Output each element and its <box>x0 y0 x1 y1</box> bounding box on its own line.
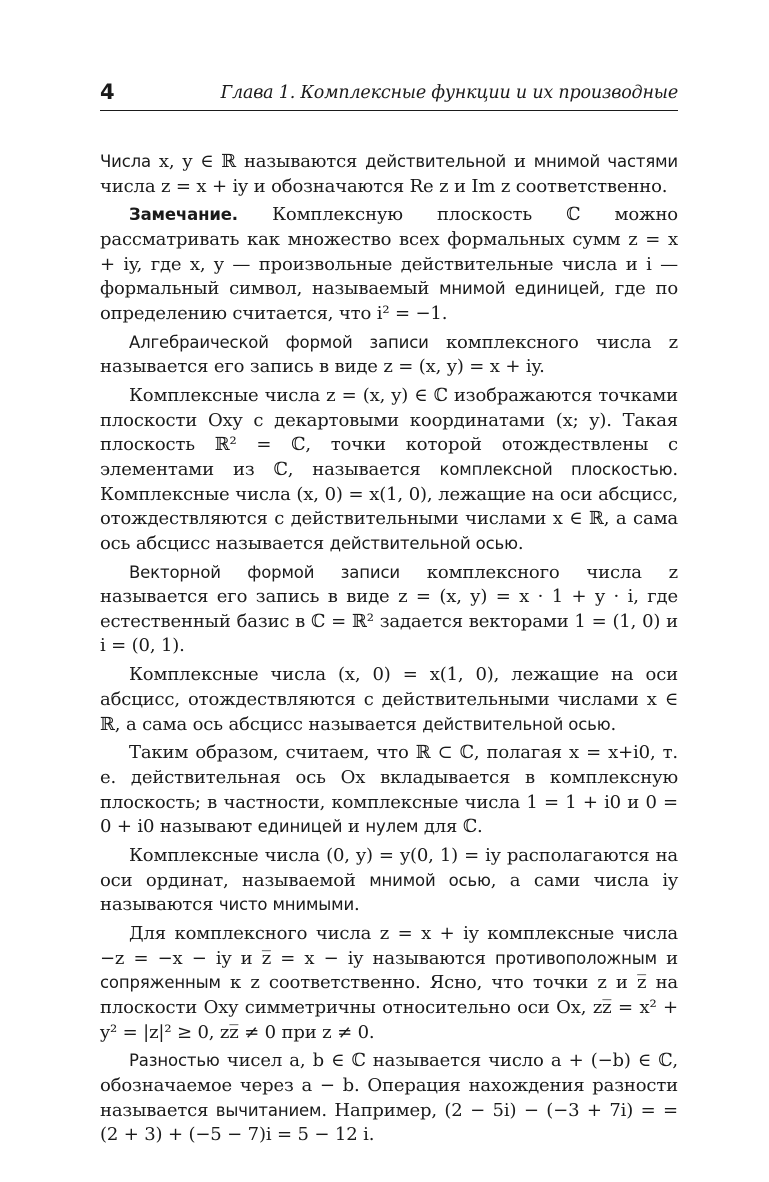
page-number: 4 <box>100 80 115 104</box>
defined-term: вычитанием <box>215 1100 322 1120</box>
text-run: . <box>517 532 524 554</box>
text-run: и <box>506 151 534 172</box>
defined-term: действительной осью <box>329 533 518 553</box>
text-run: . <box>354 894 360 916</box>
paragraph-complex-plane <box>100 384 678 556</box>
defined-term: действительной осью <box>422 714 611 734</box>
text-run: . Комплексные числа (x, 0) = x(1, 0), лежащие на оси абсцисс, отождествляются с действительными числами x ∈ ℝ, а сама ось абсцисс называется <box>100 459 678 554</box>
text-run: и <box>656 947 678 969</box>
defined-term: Числа <box>100 152 152 171</box>
text-run: комплексного числа z называется его запись в виде z = (x, y) = x · 1 + y · i, где естественный базис в ℂ = ℝ² задается векторами 1 = (1, 0) и i = (0, 1). <box>100 561 678 657</box>
text-run: к z соответственно. Ясно, что точки z и z̅ на плоскости Oxy симметричны относительно оси Ox, zz̅ = x² + y² = |z|² ≥ 0, zz̅ ≠ 0 при z ≠ 0. <box>100 972 678 1043</box>
text-run: Комплексные числа z = (x, y) ∈ ℂ изображаются точками плоскости Oxy с декартовыми координатами (x; y). Такая плоскость ℝ² = ℂ, точки которой отождествлены с элементами из ℂ, называется <box>100 385 678 481</box>
text-run: Комплексную плоскость ℂ можно рассматривать как множество всех формальных сумм z = x + iy, где x, y — произвольные действительные числа и i — формальный символ, называемый <box>100 204 678 300</box>
remark-label: Замечание. <box>129 205 238 225</box>
defined-term: мнимой осью <box>369 870 491 890</box>
defined-term: Векторной формой записи <box>129 562 400 582</box>
defined-term: единицей <box>257 817 343 837</box>
paragraph-vector-form <box>100 561 678 659</box>
text-run: Таким образом, считаем, что ℝ ⊂ ℂ, полагая x = x+i0, т. е. действительная ось Ox вкладывается в комплексную плоскость; в частности, комплексные числа 1 = 1 + i0 и 0 = 0 + i0 называют <box>100 742 678 838</box>
text-run: Комплексные числа (x, 0) = x(1, 0), лежащие на оси абсцисс, отождествляются с действительными числами x ∈ ℝ, а сама ось абсцисс называется <box>100 664 678 735</box>
defined-term: Разностью <box>129 1051 220 1071</box>
paragraph-real-axis <box>100 663 678 737</box>
defined-term: мнимой частями <box>533 152 678 171</box>
text-run: , где по определению считается, что i² = −1. <box>100 278 679 324</box>
text-run: для ℂ. <box>418 816 483 838</box>
text-run: Комплексные числа (0, y) = y(0, 1) = iy располагаются на оси ординат, называемой <box>100 845 678 891</box>
defined-term: противоположным <box>495 948 657 968</box>
text-run: чисел a, b ∈ ℂ называется число a + (−b) ∈ ℂ, обозначаемое через a − b. Операция нахождения разности называется <box>100 1050 678 1121</box>
defined-term: мнимой единицей <box>439 279 600 299</box>
running-title: Глава 1. Комплексные функции и их производные <box>220 83 678 103</box>
text-run: Для комплексного числа z = x + iy комплексные числа −z = −x − iy и z̅ = x − iy называются <box>100 923 678 969</box>
body-text <box>100 150 678 1152</box>
paragraph-difference <box>100 1049 678 1147</box>
paragraph-embedding <box>100 741 678 839</box>
text-run: . <box>610 713 617 735</box>
defined-term: сопряженным <box>100 973 221 993</box>
defined-term: Алгебраической формой записи <box>129 332 429 352</box>
text-run: комплексного числа z называется его запись в виде z = (x, y) = x + iy. <box>100 331 678 378</box>
defined-term: чисто мнимыми <box>218 895 355 915</box>
defined-term: нулем <box>365 817 419 837</box>
paragraph-remark <box>100 203 678 326</box>
defined-term: комплексной плоскостью <box>439 460 673 480</box>
text-run: x, y ∈ ℝ называются <box>151 151 366 172</box>
paragraph-algebraic-form <box>100 331 678 380</box>
text-run: и <box>342 816 366 838</box>
defined-term: действительной <box>365 152 507 171</box>
page-header <box>100 80 678 111</box>
paragraph-imaginary-axis <box>100 844 678 918</box>
text-run: числа z = x + iy и обозначаются Re z и Im z соответственно. <box>100 175 668 197</box>
text-run: , а сами числа iy называются <box>100 869 678 916</box>
text-run: . Например, (2 − 5i) − (−3 + 7i) = = (2 + 3) + (−5 − 7)i = 5 − 12 i. <box>100 1099 678 1146</box>
paragraph-real-imag-parts <box>100 150 678 199</box>
paragraph-conjugate <box>100 922 678 1045</box>
